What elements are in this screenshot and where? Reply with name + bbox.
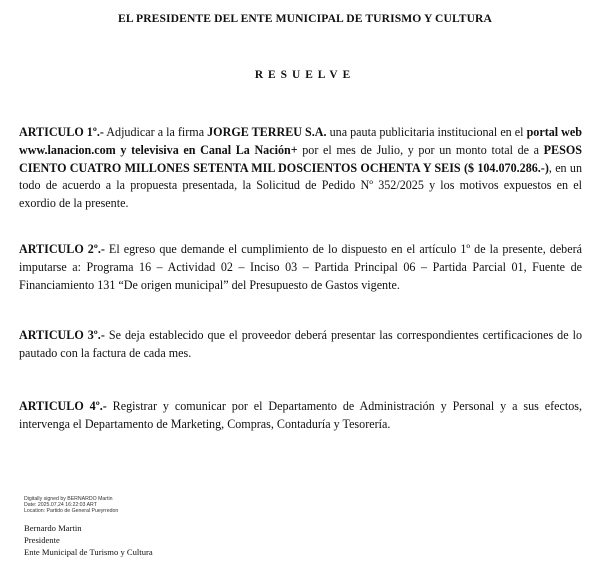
article-1-media: portal web www.lanacion.com y televisiva en Canal La Nación+	[19, 125, 583, 157]
signature-location: Location: Partido de General Pueyrredon	[24, 507, 119, 514]
article-3	[19, 327, 582, 363]
article-4	[19, 398, 582, 434]
article-2-text: El egreso que demande el cumplimiento de lo dispuesto en el artículo 1º de la presente, deberá imputarse a: Programa 16 – Actividad 02 – Inciso 03 – Partida Principal 06 – Partida Parcial 01, Fuente de Financiamiento 131 “De origen municipal” del Presupuesto de Gastos vigente.	[19, 242, 582, 292]
article-2	[19, 241, 582, 294]
article-1	[19, 124, 582, 213]
article-1-company: JORGE TERREU S.A.	[207, 125, 327, 139]
article-1-text-1: Adjudicar a la firma	[103, 125, 208, 139]
article-1-text-2: una pauta publicitaria institucional en el	[326, 125, 527, 139]
signatory-name: Bernardo Martin	[24, 523, 82, 533]
article-1-amount: PESOS CIENTO CUATRO MILLONES SETENTA MIL DOSCIENTOS OCHENTA Y SEIS ($ 104.070.286.-)	[19, 142, 582, 175]
article-1-text-4: , en un todo de acuerdo a la propuesta presentada, la Solicitud de Pedido Nº 352/2025 y los motivos expuestos en el exordio de la presente.	[19, 160, 582, 211]
article-4-label: ARTICULO 4º.-	[19, 399, 107, 413]
signatory-organization: Ente Municipal de Turismo y Cultura	[24, 547, 153, 558]
article-4-text: Registrar y comunicar por el Departamento de Administración y Personal y a sus efectos, intervenga el Departamento de Marketing, Compras, Contaduría y Tesorería.	[19, 399, 582, 431]
document-heading: EL PRESIDENTE DEL ENTE MUNICIPAL DE TURISMO Y CULTURA	[117, 12, 492, 25]
article-2-label: ARTICULO 2º.-	[19, 242, 105, 256]
article-3-text: Se deja establecido que el proveedor deberá presentar las correspondientes certificaciones de lo pautado con la factura de cada mes.	[19, 328, 582, 360]
resolves-title: RESUELVE	[254, 69, 356, 81]
signature-date: Date: 2025.07.24 16:22:03 ART	[24, 501, 97, 508]
article-1-label: ARTICULO 1º.-	[19, 125, 104, 139]
signatory-role: Presidente	[24, 535, 60, 546]
digital-signature-line: Digitally signed by BERNARDO Martin	[24, 496, 113, 502]
signatory-block	[24, 522, 153, 559]
digital-signature-stamp	[24, 497, 118, 515]
article-1-text-3: por el mes de Julio, y por un monto total de a	[297, 142, 544, 157]
article-3-label: ARTICULO 3º.-	[19, 328, 105, 342]
